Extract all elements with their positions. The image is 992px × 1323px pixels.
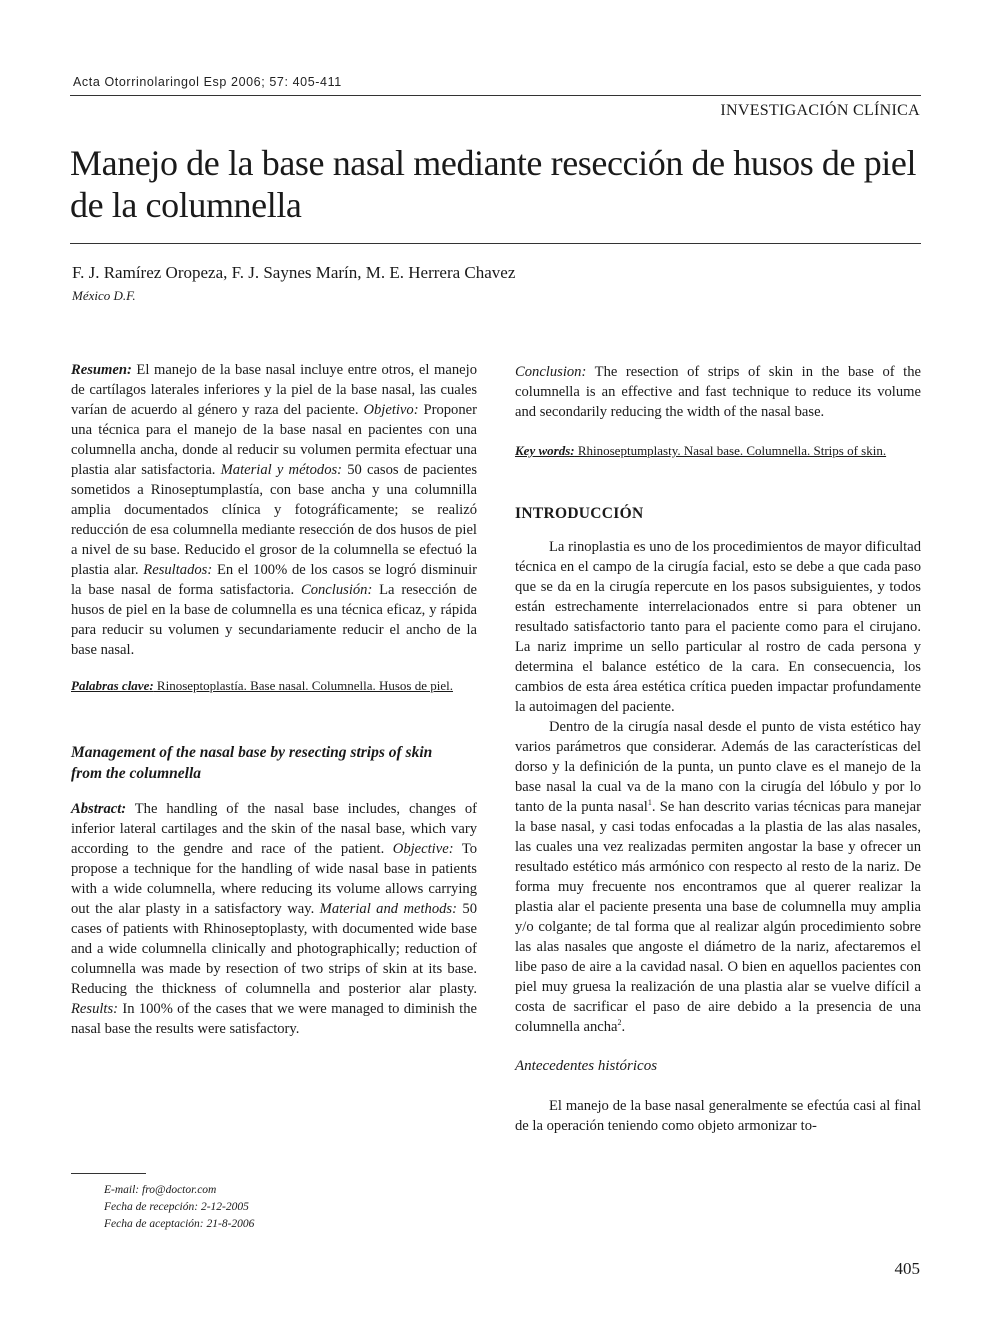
methods-label: Material and methods: <box>319 901 457 917</box>
footnote-accepted: Fecha de aceptación: 21-8-2006 <box>104 1218 255 1230</box>
journal-reference: Acta Otorrinolaringol Esp 2006; 57: 405-411 <box>73 75 342 89</box>
palabras-clave-text: Rinoseptoplastía. Base nasal. Columnella. Husos de piel. <box>153 678 453 693</box>
abstract: Abstract: The handling of the nasal base includes, changes of inferior lateral cartilages and the skin of the nasal base, which vary according to the gendre and race of the patient. Objective: To propose a technique for the handling of wide nasal base in patients with a wide columnella, where reducing its volume allows carrying out the alar plasty in a satisfactory way. Material and methods: 50 cases of patients with Rhinoseptoplasty, with documented wide base and a wide columnella clinically and photographically; reduction of columnella was made by resection of two strips of skin at its base. Reducing the thickness of columnella and posterior alar plasty. Results: In 100% of the cases that we were managed to diminish the nasal base the results were satisfactory. <box>71 801 478 1037</box>
intro-heading: INTRODUCCIÓN <box>515 505 644 522</box>
resultados-label: Resultados: <box>143 562 213 578</box>
resumen-label: Resumen: <box>71 362 132 378</box>
key-words-text: Rhinoseptumplasty. Nasal base. Columnella. Strips of skin. <box>574 443 887 458</box>
subheading-antecedentes: Antecedentes históricos <box>515 1058 658 1074</box>
conclusion-label: Conclusión: <box>300 582 373 598</box>
resumen-text: El manejo de la base nasal incluye entre otros, el manejo de cartílagos laterales inferiores y la piel de la base nasal, las cuales varían de acuerdo al género y raza del paciente. <box>71 362 477 418</box>
conclusion-text: La resección de husos de piel en la base de columnella es una técnica eficaz, y rápida para reducir su volumen y secundariamente reducir el ancho de la base nasal. <box>71 582 477 658</box>
footnote-email: E-mail: fro@doctor.com <box>104 1184 217 1196</box>
resultados-text: En el 100% de los casos se logró disminuir la base nasal de forma satisfactoria. <box>71 562 477 598</box>
title-rule <box>70 243 921 244</box>
intro-paragraph-1: La rinoplastia es uno de los procedimientos de mayor dificultad técnica en el campo de la cirugía facial, esto se debe a que cada paso que se da en la cirugía repercute en los pasos subsiguientes, y todos están estrechamente interrelacionados entre si para obtener un resultado satisfactorio tanto para el paciente como para el cirujano. La nariz imprime un sello particular al rostro de cada persona y determina el balance estético de la cara. En consecuencia, los cambios de esta área estética crítica pueden impactar profundamente la autoimagen del paciente. <box>515 539 921 715</box>
metodos-text: 50 casos de pacientes sometidos a Rinoseptumplastía, con base ancha y una columnilla amplia documentados clínica y fotográficamente; se realizó reducción de esa columnella mediante resección de dos husos de piel a nivel de su base. Reducido el grosor de la columnella se efectuó la plastia alar. <box>71 462 478 578</box>
objetivo-text: Proponer una técnica para el manejo de la base nasal en pacientes con una columnella ancha, donde al reducir su volumen permita efectuar una plastia alar satisfactoria. <box>71 402 477 478</box>
footnote-received: Fecha de recepción: 2-12-2005 <box>104 1201 249 1213</box>
metodos-label: Material y métodos: <box>220 462 343 478</box>
english-conclusion: Conclusion: The resection of strips of skin in the base of the columnella is an effective and fast technique to reduce its volume and secondarily reducing the width of the nasal base. <box>515 364 921 420</box>
intro-paragraph-3: El manejo de la base nasal generalmente se efectúa casi al final de la operación teniendo como objeto armonizar to- <box>515 1098 921 1134</box>
section-label: INVESTIGACIÓN CLÍNICA <box>720 102 920 119</box>
objetivo-label: Objetivo: <box>363 402 419 418</box>
reference-2: 2 <box>617 1018 622 1028</box>
abstract-label: Abstract: <box>71 801 127 817</box>
page-number: 405 <box>894 1259 920 1278</box>
palabras-clave <box>71 676 477 695</box>
results-label: Results: <box>71 1001 119 1017</box>
reference-1: 1 <box>647 798 652 808</box>
article-title: Manejo de la base nasal mediante resección de husos de piel de la columnella <box>70 143 917 225</box>
affiliation: México D.F. <box>72 288 136 303</box>
intro-paragraph-2: Dentro de la cirugía nasal desde el punto de vista estético hay varios parámetros que considerar. Además de las características del dorso y la definición de la punta, un punto clave es el manejo de la base nasal la cual va de la mano con la cirugía del lóbulo y por lo tanto de la punta nasal$^1$. Se han descrito varias técnicas para manejar la base nasal, y casi todas enfocadas a la plastia de las alas nasales, las cuales una vez realizadas permiten angostar la base y ofrecer un resultado estético más armónico con respecto al resto de la nariz. De forma muy frecuente nos encontramos que al querer realizar la plastia alar el paciente presenta una base de columnella muy amplia y/o colgante; de tal forma que al realizar algún procedimiento sobre las alas nasales que angoste el diámetro de la nariz, afectaremos el libe paso de aire a la cavidad nasal. O bien en aquellos pacientes con piel muy gruesa la realización de una plastia alar se vuelve difícil a costa de sacrificar el paso de aire debido a la presencia de una columnella ancha$^2$. <box>515 719 921 1035</box>
header-rule <box>70 95 921 96</box>
resumen <box>71 360 477 660</box>
palabras-clave-label: Palabras clave: <box>71 678 154 693</box>
objective-label: Objective: <box>392 841 454 857</box>
english-conclusion-label: Conclusion: <box>515 364 587 380</box>
right-column <box>515 362 921 1136</box>
authors: F. J. Ramírez Oropeza, F. J. Saynes Marín, M. E. Herrera Chavez <box>72 263 516 282</box>
key-words-label: Key words: <box>515 443 575 458</box>
english-title: Management of the nasal base by resecting strips of skin from the columnella <box>71 744 433 782</box>
footnote-rule <box>71 1173 146 1174</box>
left-column <box>71 360 477 1039</box>
footnotes <box>104 1182 254 1233</box>
key-words <box>515 441 921 460</box>
